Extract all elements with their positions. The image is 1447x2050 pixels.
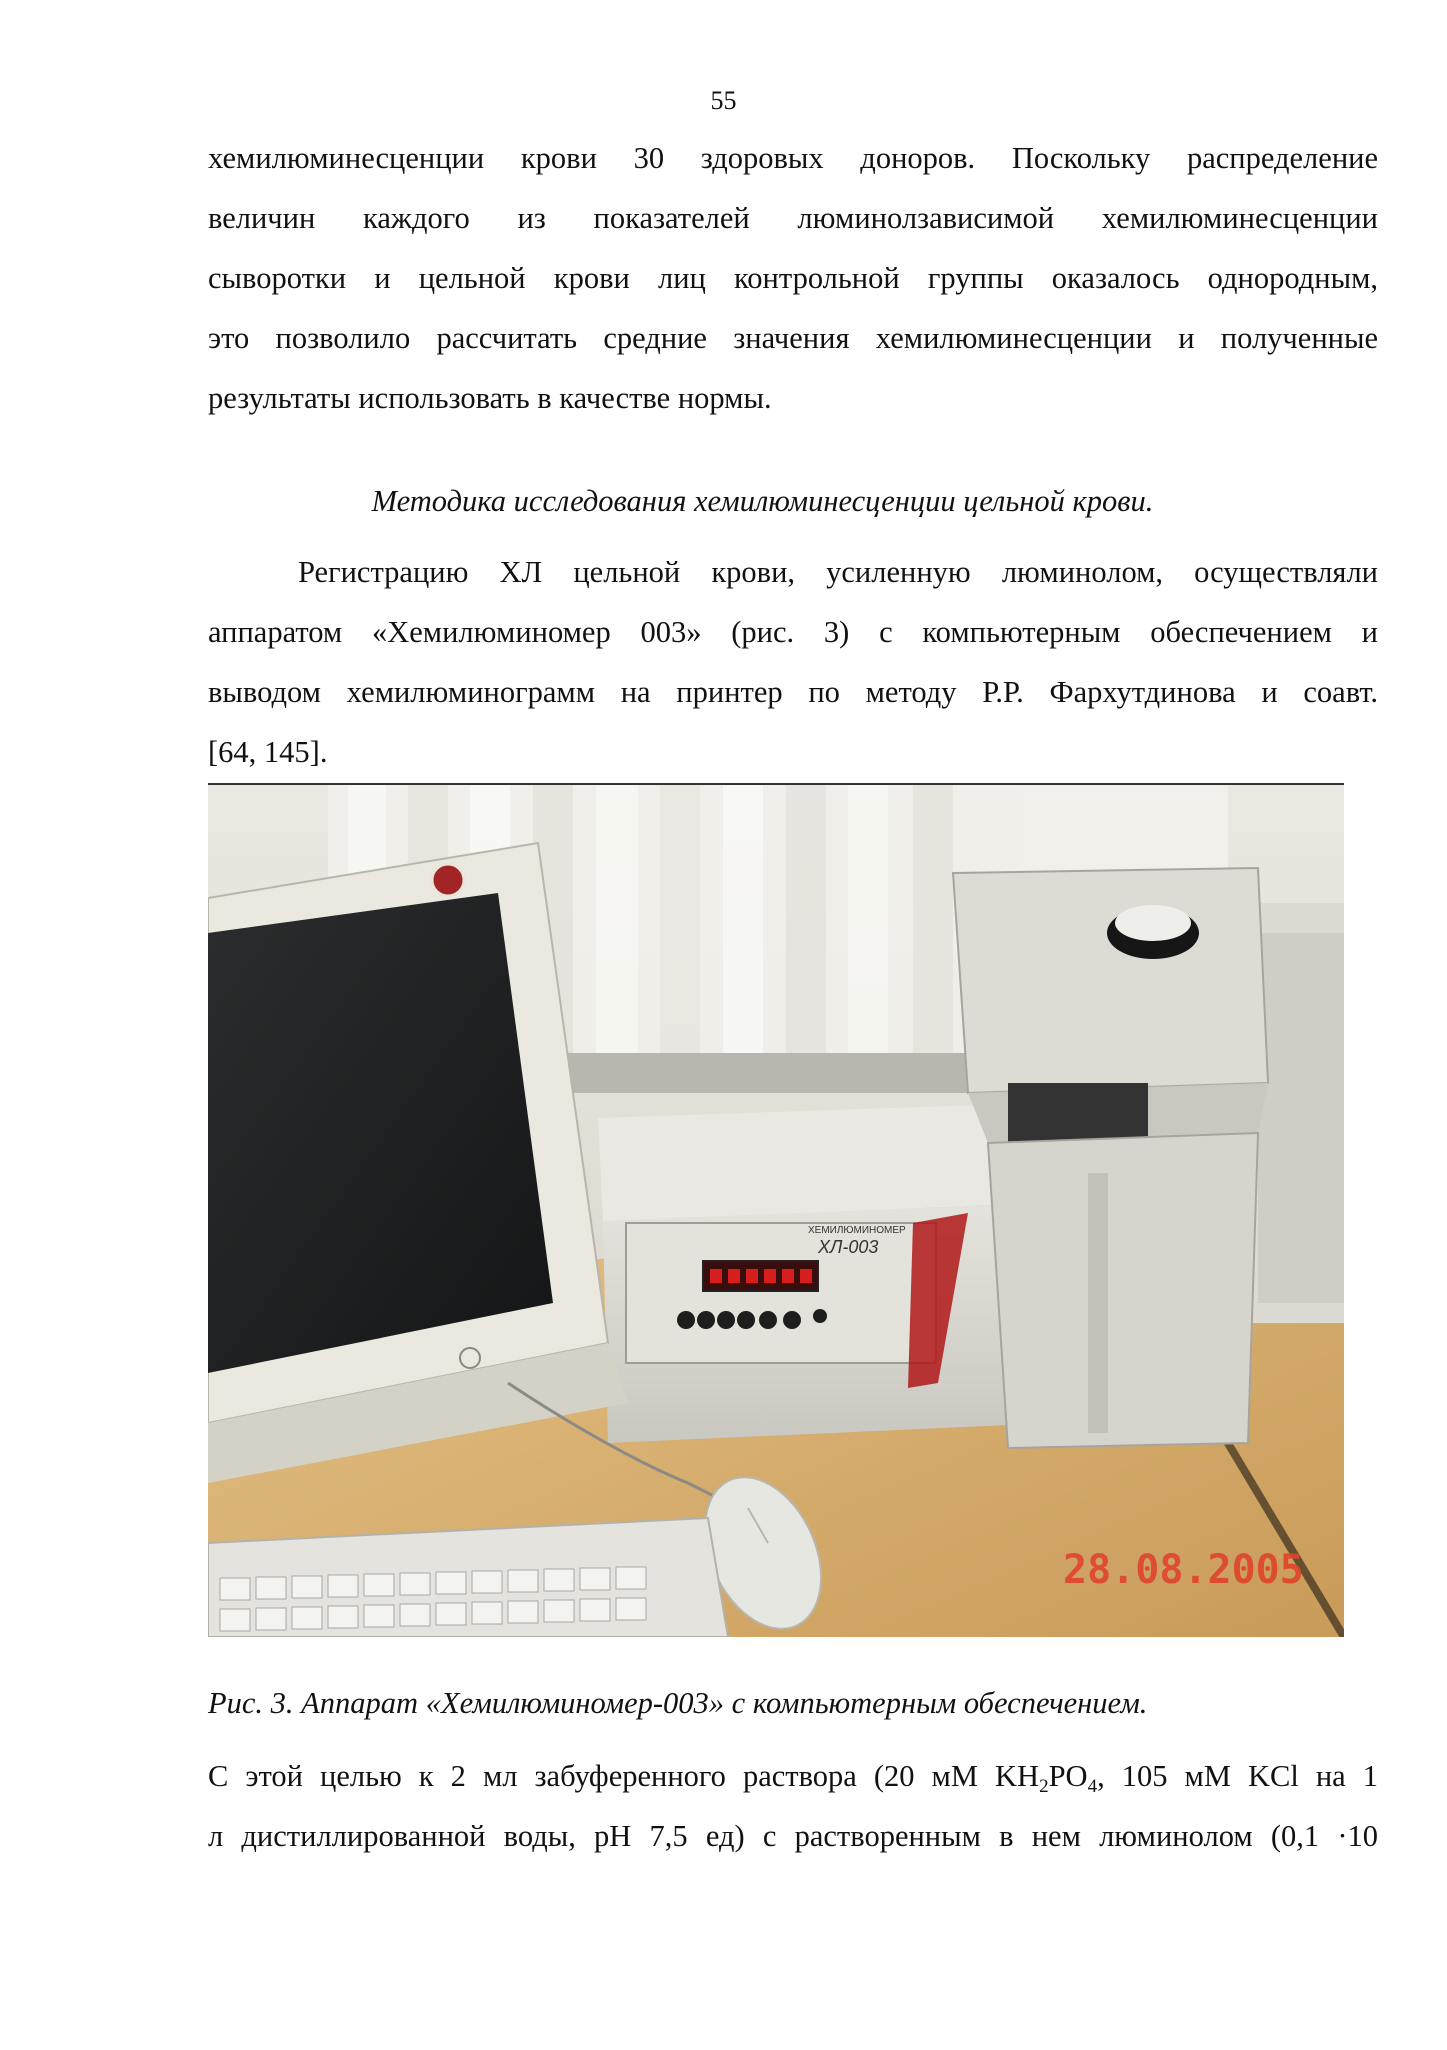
device-label: ХЛ-003 — [818, 1237, 879, 1257]
paragraph-line: сыворотки и цельной крови лиц контрольной группы оказалось однородным, — [208, 261, 1378, 295]
monitor-screen — [208, 893, 553, 1373]
device-brand: ХЕМИЛЮМИНОМЕР — [808, 1225, 906, 1236]
paragraph-line: это позволило рассчитать средние значения хемилюминесценции и полученные — [208, 321, 1378, 355]
paragraph-line: аппаратом «Хемилюминомер 003» (рис. 3) с компьютерным обеспечением и — [208, 615, 1378, 649]
paragraph-line: [64, 145]. — [208, 735, 328, 769]
formula-text: , 105 мМ KCl на 1 — [1097, 1759, 1378, 1793]
paragraph-line: Регистрацию ХЛ цельной крови, усиленную люминолом, осуществляли — [298, 555, 1378, 589]
paragraph-line — [208, 1746, 1378, 1806]
subscript: 4 — [1087, 1776, 1098, 1797]
figure-caption: Рис. 3. Аппарат «Хемилюминомер-003» с компьютерным обеспечением. — [208, 1686, 1148, 1720]
subscript: 2 — [1039, 1776, 1049, 1797]
paragraph-line: результаты использовать в качестве нормы. — [208, 381, 772, 415]
paragraph-line: хемилюминесценции крови 30 здоровых доноров. Поскольку распределение — [208, 141, 1378, 175]
paragraph-line: выводом хемилюминограмм на принтер по методу Р.Р. Фархутдинова и соавт. — [208, 675, 1378, 709]
measurement-chamber — [953, 868, 1268, 1093]
paragraph-line: величин каждого из показателей люминолзависимой хемилюминесценции — [208, 201, 1378, 235]
device-photo — [208, 783, 1344, 1637]
paragraph-1 — [208, 128, 1378, 428]
date-stamp: 28.08.2005 — [1063, 1547, 1304, 1593]
paragraph-2 — [208, 542, 1378, 782]
paragraph-3 — [208, 1746, 1378, 1866]
formula-text: PO — [1048, 1759, 1088, 1793]
window-sill — [558, 1053, 1018, 1093]
monitor-logo — [432, 864, 464, 896]
section-heading: Методика исследования хемилюминесценции цельной крови. — [371, 484, 1154, 518]
device-panel — [626, 1223, 936, 1363]
paragraph-line: л дистиллированной воды, pH 7,5 ед) с растворенным в нем люминолом (0,1 ·10 — [208, 1819, 1378, 1853]
formula-text: С этой целью к 2 мл забуференного раствора (20 мМ KH — [208, 1759, 1040, 1793]
page-number: 55 — [710, 86, 737, 115]
